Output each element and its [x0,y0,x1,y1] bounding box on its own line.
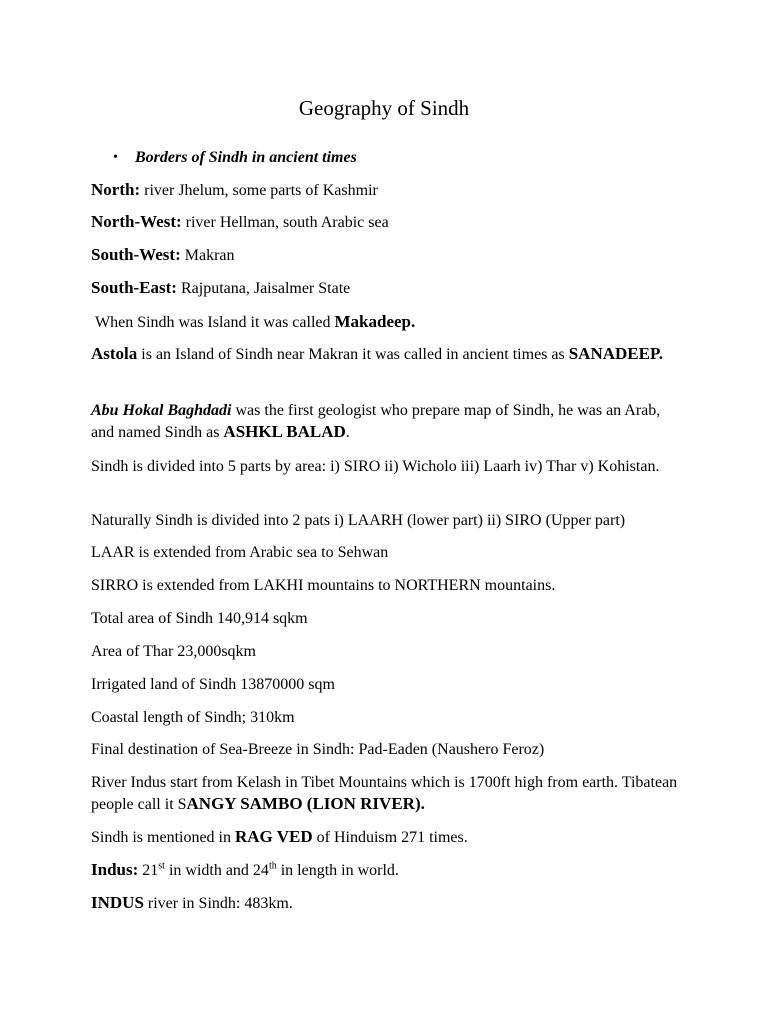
laar-line: LAAR is extended from Arabic sea to Sehwan [91,544,389,561]
two-parts-line: Naturally Sindh is divided into 2 pats i) LAARH (lower part) ii) SIRO (Upper part) [91,512,626,529]
island-line: When Sindh was Island it was called Makadeep. [95,312,416,331]
thar-area-line: Area of Thar 23,000sqkm [91,643,256,660]
bullet-icon: • [113,150,118,165]
rag-ved-line: Sindh is mentioned in RAG VED of Hinduism 271 times. [91,827,468,846]
bullet-heading: Borders of Sindh in ancient times [135,149,357,166]
five-parts-paragraph: Sindh is divided into 5 parts by area: i) SIRO ii) Wicholo iii) Laarh iv) Thar v) Kohistan. [91,458,660,475]
coastal-length-line: Coastal length of Sindh; 310km [91,709,295,726]
border-south-west: South-West: Makran [91,245,235,264]
total-area-line: Total area of Sindh 140,914 sqkm [91,610,308,627]
page-title: Geography of Sindh [298,96,470,120]
astola-paragraph: Astola is an Island of Sindh near Makran it was called in ancient times as SANADEEP. [91,344,664,363]
sea-breeze-line: Final destination of Sea-Breeze in Sindh: Pad-Eaden (Naushero Feroz) [91,741,545,758]
abu-hokal-paragraph: Abu Hokal Baghdadi was the first geologist who prepare map of Sindh, he was an Arab, and named Sindh as ASHKL BALAD. [91,402,661,441]
border-south-east: South-East: Rajputana, Jaisalmer State [91,278,351,297]
indus-length-line: INDUS river in Sindh: 483km. [91,893,293,912]
indus-rank-line: Indus: 21st in width and 24th in length in world. [91,860,399,879]
irrigated-land-line: Irrigated land of Sindh 13870000 sqm [91,676,335,693]
indus-start-paragraph: River Indus start from Kelash in Tibet Mountains which is 1700ft high from earth. Tibatean people call it SANGY SAMBO (LION RIVER). [91,774,678,813]
border-north: North: river Jhelum, some parts of Kashmir [91,180,378,199]
border-north-west: North-West: river Hellman, south Arabic sea [91,212,389,231]
sirro-line: SIRRO is extended from LAKHI mountains to NORTHERN mountains. [91,577,556,594]
